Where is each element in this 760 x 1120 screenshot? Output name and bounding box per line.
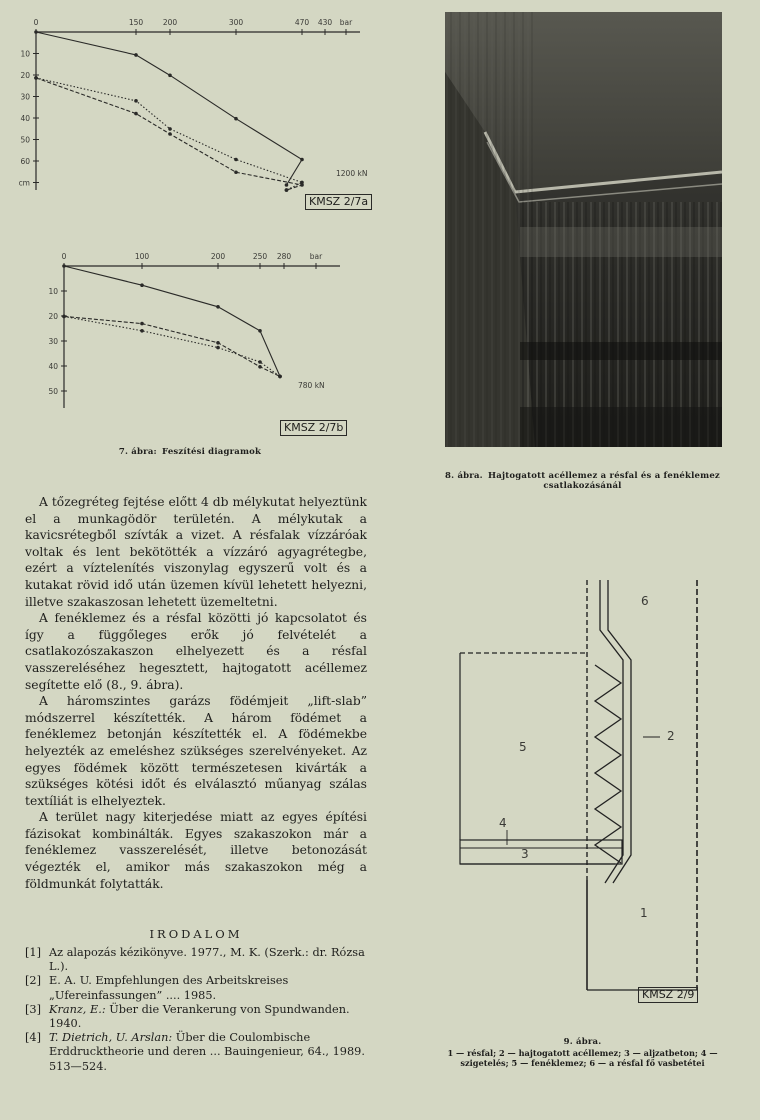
reference-text: Über die Coulombische Erddrucktheorie und deren ... Bauingenieur, 64., 1989. 513—524.	[49, 1031, 365, 1073]
steel-plate-profile	[595, 580, 631, 883]
figure-7a-tag: KMSZ 2/7a	[305, 194, 372, 210]
data-point	[62, 264, 66, 268]
y-tick-label: 20	[20, 71, 30, 80]
data-point	[278, 375, 282, 379]
x-tick-label: 0	[61, 252, 67, 261]
reference-text: E. A. U. Empfehlungen des Arbeitskreises „Ufereinfassungen” .... 1985.	[49, 974, 289, 1002]
figure-7-caption	[40, 447, 340, 457]
diaphragm-wall-outline	[587, 580, 697, 990]
data-point	[216, 341, 220, 345]
paragraph: A tőzegréteg fejtése előtt 4 db mélykutat helyeztünk el a munkagödör területén. A mélykutak a kavicsrétegből szívták a vizet. A résfalak vízzáróak voltak és lent bekötötték a vízzáró agyagrétegbe, ezért a víztelenítés viszonylag egyszerű volt és a kutakat rövid idő után üzemen kívül lehetett helyezni, illetve szakaszosan lehetett üzemeltetni.	[25, 495, 367, 609]
y-tick-label: 10	[20, 49, 30, 59]
article-body	[25, 494, 367, 892]
reference-author: Kranz, E.:	[49, 1002, 106, 1016]
data-point	[258, 360, 262, 364]
y-tick-label: cm	[18, 178, 30, 188]
steel-plate-photo	[445, 12, 722, 447]
paragraph: A terület nagy kiterjedése miatt az egyes építési fázisokat kombinálták. Egyes szakaszokon már a fenéklemez vasszerelését, illetve betonozását végezték el, amikor más szakaszokon még a földmunkát folytatták.	[25, 810, 367, 891]
data-point	[300, 181, 304, 185]
data-point	[258, 365, 262, 369]
x-tick-label: 0	[33, 18, 39, 27]
y-tick-label: 30	[48, 337, 58, 346]
figure-8-caption-number: 8. ábra.	[445, 471, 483, 481]
x-tick-label: 150	[128, 18, 144, 27]
figure-9-legend-line2: szigetelés; 5 — fenéklemez; 6 — a résfal fő vasbetétei	[460, 1058, 705, 1068]
x-tick-label: 250	[252, 252, 268, 261]
base-slab-outline	[460, 653, 660, 864]
y-tick-label: 10	[48, 287, 58, 296]
figure-8-caption-line2: csatlakozásánál	[543, 481, 622, 491]
data-point	[234, 170, 238, 174]
data-point	[140, 329, 144, 333]
reference-author: T. Dietrich, U. Arslan:	[49, 1031, 173, 1045]
x-tick-label: 280	[276, 252, 292, 261]
reference-number: [4]	[25, 1031, 42, 1045]
data-point	[168, 74, 172, 78]
references-heading: IRODALOM	[149, 927, 243, 941]
series-line	[64, 316, 280, 376]
data-point	[34, 30, 38, 34]
y-tick-label: 20	[48, 312, 58, 321]
paragraph: A háromszintes garázs födémjeit „lift-slab” módszerrel készítették. A három födémet a fenéklemez betonján készítették el. A födémekbe helyezték az emeléshez szükséges szerelvényeket. Az egyes födémek között természetesen kivárták a szükséges kötési időt és elválasztó műanyag szálas textíliát is elhelyeztek.	[25, 694, 367, 808]
data-point	[234, 117, 238, 121]
figure-7-caption-number: 7. ábra:	[118, 447, 157, 457]
data-point	[134, 53, 138, 57]
figure-8-caption-line1: Hajtogatott acéllemez a résfal és a fenéklemez	[488, 471, 720, 481]
y-tick-label: 50	[48, 387, 58, 396]
x-tick-label: bar	[309, 252, 323, 261]
data-point	[62, 315, 66, 319]
reference-item	[25, 974, 367, 1002]
label-3: 3	[521, 847, 529, 861]
figure-7a-svg	[0, 10, 370, 215]
paragraph: A fenéklemez és a résfal közötti jó kapcsolatot és így a függőleges erők jó felvételét a csatlakozószakaszon elhelyezett és a résfal vasszereléséhez hegesztett, hajtogatott acéllemez segítette elő (8., 9. ábra).	[25, 611, 367, 692]
reference-item	[25, 946, 367, 974]
data-point	[34, 76, 38, 80]
series-line	[64, 266, 280, 376]
figure-7b-svg	[0, 248, 370, 423]
label-5: 5	[519, 740, 527, 754]
figure-9-legend-line1: 1 — résfal; 2 — hajtogatott acéllemez; 3 — aljzatbeton; 4 —	[447, 1048, 718, 1058]
reference-text: Über die Verankerung von Spundwanden. 1940.	[49, 1002, 350, 1031]
y-tick-label: 30	[20, 92, 30, 102]
y-tick-label: 50	[20, 135, 30, 145]
data-point	[168, 127, 172, 131]
reference-item	[25, 1003, 367, 1031]
figure-9-svg	[445, 565, 760, 1020]
figure-9-legend	[405, 1048, 760, 1068]
figure-9-caption: 9. ábra.	[563, 1037, 602, 1047]
y-tick-label: 40	[20, 114, 30, 123]
reference-text: Az alapozás kézikönyve. 1977., M. K. (Szerk.: dr. Rózsa L.).	[49, 946, 365, 974]
data-point	[258, 329, 262, 333]
data-point	[216, 346, 220, 350]
data-point	[216, 305, 220, 309]
label-1: 1	[640, 906, 648, 920]
figure-7a-chart	[0, 10, 370, 215]
figure-7b-chart	[0, 248, 370, 423]
figure-7-caption-text: Feszítési diagramok	[162, 447, 262, 457]
reference-number: [1]	[25, 946, 42, 959]
series-line	[64, 316, 280, 376]
figure-7b-tag: KMSZ 2/7b	[280, 420, 347, 436]
figure-9-drawing	[445, 565, 760, 1020]
figure-8-photo	[445, 12, 722, 447]
x-tick-label: 200	[162, 18, 178, 27]
load-annotation: 780 kN	[298, 381, 325, 390]
load-annotation: 1200 kN	[336, 169, 368, 178]
series-line	[36, 32, 302, 185]
x-tick-label: 300	[228, 18, 244, 27]
reference-item	[25, 1031, 367, 1074]
x-tick-label: 100	[134, 252, 150, 261]
data-point	[140, 283, 144, 287]
data-point	[285, 188, 289, 192]
x-tick-label: 200	[210, 252, 226, 261]
label-6: 6	[641, 594, 649, 608]
data-point	[300, 158, 304, 162]
references-list	[25, 946, 367, 1074]
label-2: 2	[667, 729, 675, 743]
data-point	[140, 322, 144, 326]
x-tick-label: 470	[294, 18, 310, 27]
data-point	[168, 132, 172, 136]
data-point	[285, 183, 289, 187]
figure-8-caption	[405, 471, 760, 491]
y-tick-label: 40	[48, 362, 58, 371]
figure-9-tag: KMSZ 2/9	[638, 987, 698, 1003]
reference-number: [3]	[25, 1002, 42, 1016]
data-point	[234, 158, 238, 162]
x-tick-label: bar	[339, 18, 353, 27]
reference-number: [2]	[25, 974, 42, 988]
data-point	[134, 99, 138, 103]
data-point	[134, 112, 138, 116]
y-tick-label: 60	[20, 157, 30, 166]
x-tick-label: 430	[317, 18, 333, 27]
label-4: 4	[499, 816, 507, 830]
